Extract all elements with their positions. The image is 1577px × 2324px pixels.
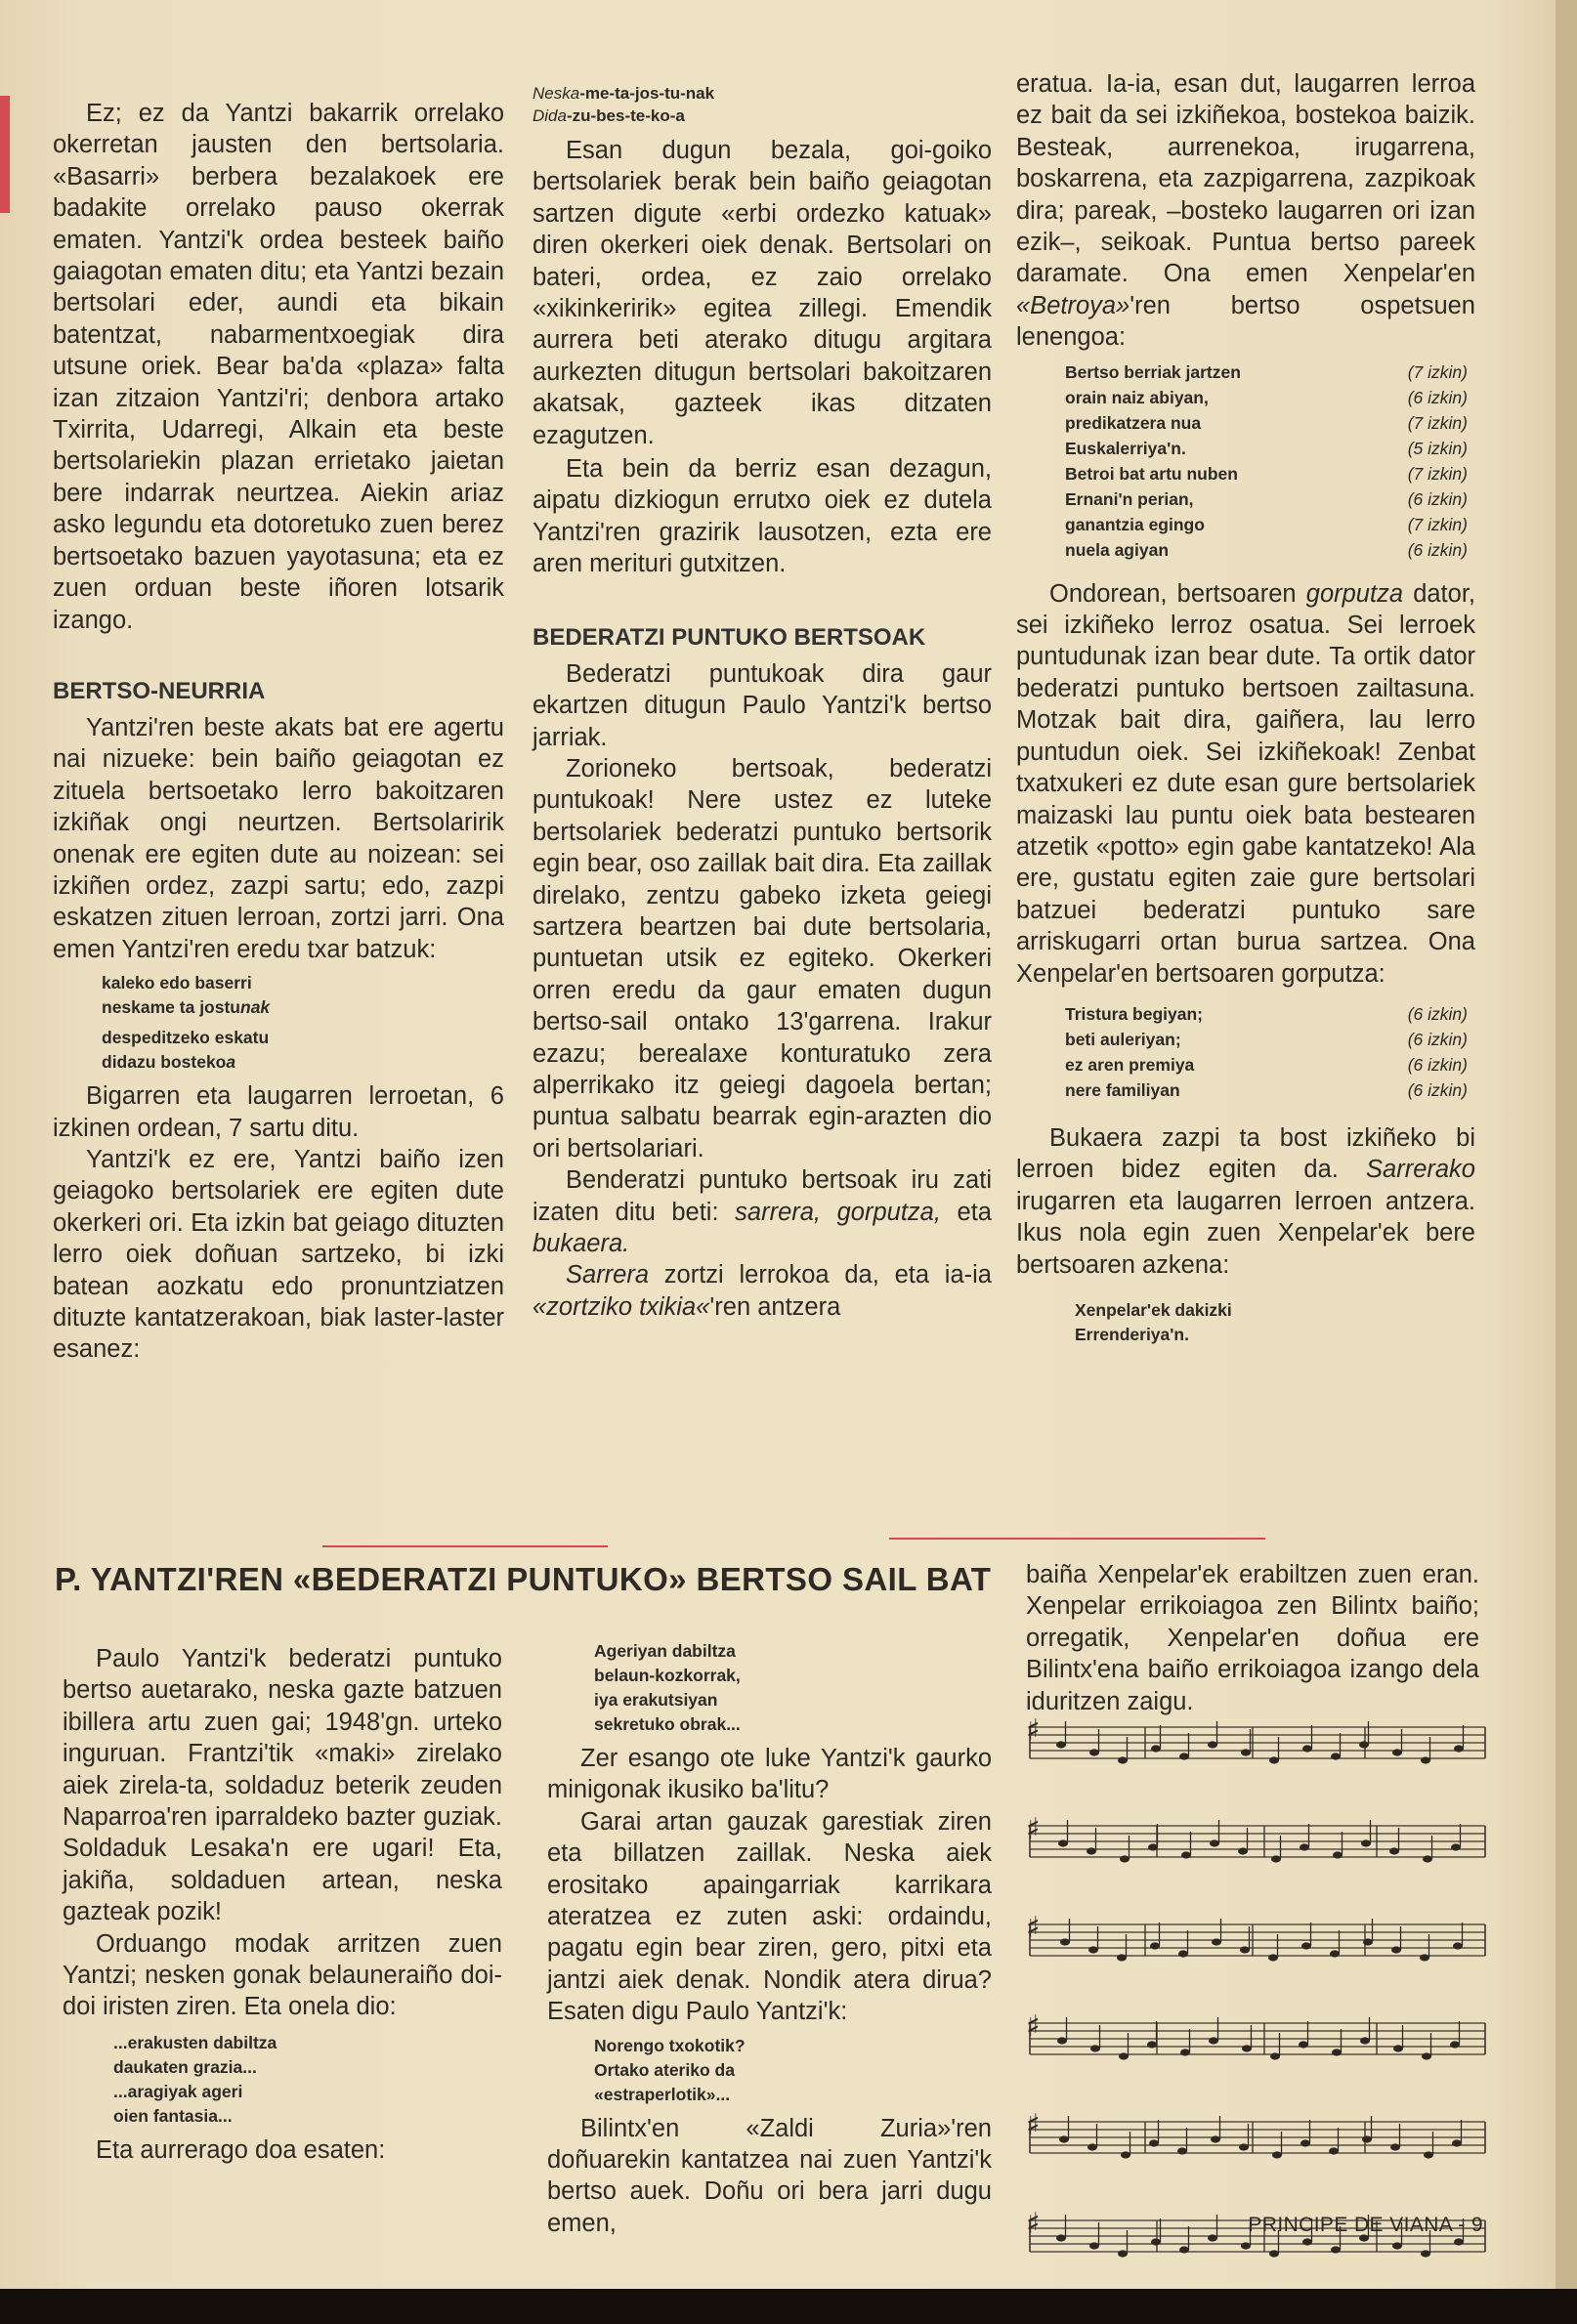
syllable-count: (6 izkin) [1407,488,1468,509]
music-note [1300,1843,1309,1850]
syllable-italic: Neska [533,84,580,103]
syllable-italic: Dida [533,106,567,125]
sharp-icon: ♯ [1026,1713,1041,1748]
syllable-count: (6 izkin) [1407,1054,1468,1075]
lower1-verse [113,2031,502,2129]
syllable-count: (6 izkin) [1407,1003,1468,1024]
staff-lines [1028,2116,1487,2161]
syllable-text: -zu-bes-te-ko-a [566,106,685,125]
sharp-icon: ♯ [1026,2108,1041,2142]
music-note [1361,1839,1371,1846]
lower3-paragraph-1: baiña Xenpelar'ek erabiltzen zuen eran. Xenpelar errikoiagoa zen Bilintx baiño; orregatik, Xenpelar'en doñua ere Bilintx'ena baiño errikoiagoa izango dela iduritzen zaigu. [1026,1561,1479,1715]
music-note [1301,1942,1311,1949]
verse-line: Ernani'n perian, [1065,488,1194,509]
music-note [1148,1843,1158,1850]
syllable-count: (6 izkin) [1407,539,1468,560]
lower2-paragraph-1: Zer esango ote luke Yantzi'k gaurko minigonak ikusiko ba'litu? [547,1745,992,1804]
text: zortzi lerrokoa da, eta ia-ia [649,1261,992,1289]
verse-line: Ageriyan dabiltza [594,1641,736,1661]
music-note [1269,2250,1279,2257]
syllable-count: (7 izkin) [1407,463,1468,484]
staff-lines [1028,2017,1487,2062]
music-note [1118,1756,1128,1763]
text: 'ren bertso ospetsuen lenengoa: [1016,291,1475,352]
verse-line: «estraperlotik»... [594,2084,731,2104]
music-note [1059,2135,1069,2142]
col2-paragraph-6 [533,1259,992,1323]
col1-paragraph-1: Ez; ez da Yantzi bakarrik orrelako okerretan jausten den bertsolaria. «Basarri» berbera bezalakoek ere badakite orrelako pauso okerrak ematen. Yantzi'k ordea besteek baiño gaiagotan ematen ditu; eta Yantzi bezain bertsolari eder, aundi eta bikain batentzat, nabarmentxoegiak dira utsune oriek. Bear ba'da «plaza» falta izan zitzaion Yantzi'ri; denbora artako Txirrita, Udarregi, Alkain eta beste bertsolariekin plazan errietako jaietan bere indarrak neurtzea. Aiekin ariaz asko legundu eta dotoretuko zuen berez bertsoetako bazuen yayotasuna; eta ez zuen orduan beste iñoren lotsarik izango. [53,100,504,634]
music-note [1119,2052,1129,2059]
lower2-paragraph-2: Garai artan gauzak garestiak ziren eta billatzen zaillak. Neska aiek erositako apaingarriak karrikara ateratzea ez zuten aski: ordaindu, pagatu egin bear ziren, gero, pitxi eta jantzi aiek denak. Nondik atera dirua? Esaten digu Paulo Yantzi'k: [547,1807,992,2026]
syllable-example [533,82,992,127]
text: dator, sei izkiñeko lerroz osatua. Sei lerroek puntudunak izan bear dute. Ta ortik dator bederatzi puntuko bertsoen zailtasuna. Motzak bait dira, gaiñera, lau lerro puntudun oiek. Sei izkiñekoak! Zenbat txatxukeri ez dute esan gure bertsolariek maizaski lau puntu oiek bata bestearen atzetik «potto» egin gabe kantatzeko! Ala ere, gustatu egiten zaie gure bertsolari batzuei bederatzi puntuko sare arriskugarri ortan burua sartzea. Ona Xenpelar'en bertsoaren gorputza: [1016,579,1475,988]
verse-italic: nak [240,997,271,1018]
text-italic: gorputza [1305,579,1404,608]
verse-line [102,995,504,1020]
red-rule-right [889,1538,1265,1540]
text: eta [940,1198,992,1226]
syllable-count: (5 izkin) [1407,438,1468,458]
verse-line: ez aren premiya [1065,1054,1195,1075]
page-edge-band [1556,0,1577,2324]
music-note [1239,2143,1249,2150]
music-note [1421,2250,1430,2257]
verse-line: orain naiz abiyan, [1065,387,1209,407]
music-note [1390,2143,1400,2150]
music-staff [1026,1713,1487,1766]
lower2-verse-2 [594,2034,992,2107]
music-note [1151,1745,1161,1752]
music-note [1056,2234,1066,2241]
text: irugarren eta laugarren lerroen antzera. Ikus nola egin zuen Xenpelar'ek bere bertsoaren azkena: [1016,1187,1475,1279]
text-italic: «zortziko txikia« [533,1292,710,1321]
music-staff [1026,1812,1487,1865]
col2-paragraph-3: Bederatzi puntukoak dira gaur ekartzen ditugun Paulo Yantzi'k bertso jarriak. [533,659,992,751]
music-note [1453,1942,1463,1949]
music-note [1147,2041,1157,2048]
lower2-paragraph-3: Bilintx'en «Zaldi Zuria»'ren doñuarekin kantatzea nai zuen Yantzi'k bertso auek. Doñu ori bera jarri dugu emen, [547,2114,992,2237]
verse-text: didazu bosteko [102,1052,227,1073]
music-note [1421,1756,1430,1763]
verse-line: ...aragiyak ageri [113,2081,243,2101]
verse-text: neskame ta jostu [102,997,240,1018]
syllable-count: (7 izkin) [1407,361,1468,382]
verse-line: kaleko edo baserri [102,973,252,993]
col1-paragraph-3: Bigarren eta laugarren lerroetan, 6 izkinen ordean, 7 sartu ditu. [53,1082,504,1142]
music-note [1422,2052,1431,2059]
verse-line [102,1050,504,1075]
music-note [1392,2242,1402,2249]
col1-paragraph-2: Yantzi'ren beste akats bat ere agertu nai nizueke: bein baiño geiagotan ez zituela bertsoetako lerro bakoitzaren izkiñak ongi neurtzen. Bertsolaririk onenak ere egiten dute au noizean: sei izkiñen ordez, zazpi sartu; edo, zazpi eskatzen zituen lerroan, zortzi jarri. Ona emen Yantzi'ren eredu txar batzuk: [53,713,504,963]
col3-paragraph-2 [1016,578,1475,990]
music-note [1117,1954,1127,1961]
music-note [1089,1749,1099,1755]
lower1-paragraph-1: Paulo Yantzi'k bederatzi puntuko bertso auetarako, neska gazte batzuen ibillera artu zuen gai; 1948'gn. urteko inguruan. Frantzi'tik «maki» zirelako aiek zirela-ta, soldaduz beterik zeuden Naparroa'ren iparraldeko bazter guziak. Soldaduk Lesaka'n ere ugari! Eta, jakiña, soldaduen artean, neska gazteak pozik! [63,1645,502,1926]
music-note [1392,1749,1402,1755]
music-note [1089,2242,1099,2249]
verse-line: beti auleriyan; [1065,1029,1181,1049]
verse-line: Ortako ateriko da [594,2059,735,2080]
music-note [1450,2041,1460,2048]
music-note [1241,2242,1251,2249]
text: Benderatzi puntuko bertsoak iru zati izaten ditu beti: [533,1166,992,1226]
music-note [1208,1741,1217,1748]
text-italic: «Betroya» [1016,291,1130,319]
music-note [1211,2135,1220,2142]
col3-paragraph-3 [1016,1122,1475,1281]
syllable-line [533,105,992,127]
music-note [1149,2139,1159,2146]
music-note [1212,1938,1221,1945]
music-note [1302,2238,1312,2245]
music-note [1269,1756,1279,1763]
col1-paragraph-4: Yantzi'k ez ere, Yantzi baiño izen geiagoko bertsolariek ere egiten dute okerkeri ori. Eta izkin bat geiago dituzten lerro oiek doñuan sartzeko, bi izki batean aozkatu edo pronuntziatzen dituzte kantatzerakoan, biak laster-laster esanez: [53,1145,504,1364]
music-note [1300,2139,1310,2146]
text-italic: Sarrerako [1366,1156,1475,1184]
verse-line: Tristura begiyan; [1065,1003,1204,1024]
staff-lines [1028,1919,1487,1964]
music-note [1299,2041,1308,2048]
music-note [1241,1749,1251,1755]
music-staff [1026,2009,1487,2062]
music-note [1363,1938,1373,1945]
syllable-text: -me-ta-jos-tu-nak [579,84,715,103]
music-note [1087,2143,1097,2150]
sharp-icon: ♯ [1026,2009,1041,2044]
music-note [1420,1954,1429,1961]
col2-paragraph-2: Eta bein da berriz esan dezagun, aipatu dizkiogun errutxo oiek ez dutela Yantzi'ren grazirik lausotzen, ezta ere aren merituri gutxitzen. [533,455,992,578]
music-note [1423,1855,1432,1862]
verse-line: sekretuko obrak... [594,1714,741,1734]
music-note [1178,1950,1188,1957]
music-note [1333,1851,1343,1858]
syllable-count: (7 izkin) [1407,412,1468,433]
music-note [1272,2151,1282,2158]
lower-column-1 [63,1643,502,2166]
music-note [1424,2151,1433,2158]
verse-line: Norengo txokotik? [594,2035,746,2055]
music-staff [1026,1911,1487,1964]
music-note [1121,2151,1130,2158]
music-note [1331,2246,1341,2253]
music-note [1058,1839,1068,1846]
music-note [1177,2147,1187,2154]
verse-line: Bertso berriak jartzen [1065,361,1241,382]
music-note [1302,1745,1312,1752]
xenpelar-verse-bukaera [1075,1298,1475,1347]
verse-line: belaun-kozkorrak, [594,1666,741,1685]
text: Ondorean, bertsoaren [1049,579,1306,608]
text-italic: Sarrera [566,1261,650,1289]
verse-line: oien fantasia... [113,2105,233,2126]
col2-paragraph-1: Esan dugun bezala, goi-goiko bertsolariek berak bein baiño geiagotan sartzen digute «erbi ordezko katuak» diren okerkeri oiek denak. Bertsolari on bateri, ordea, ez zaio orrelako «xikinkeririk» egitea zillegi. Emendik aurrera beti aterako ditugu argitara aurkezten ditugun bertsolari bakoitzaren akatsak, gazteek ikas ditzaten ezagutzen. [533,137,992,449]
col3-paragraph-1 [1016,68,1475,354]
music-note [1331,1753,1341,1759]
margin-red-mark [0,96,10,213]
xenpelar-verse-sarrera [1065,359,1475,563]
music-note [1150,1942,1160,1949]
music-note [1057,2037,1067,2044]
verse-line: iya erakutsiyan [594,1690,718,1710]
verse-italic: a [226,1052,236,1073]
verse-line: daukaten grazia... [113,2056,257,2077]
text: Bukaera zazpi ta bost izkiñeko bi lerroen bidez egiten da. [1016,1123,1475,1184]
text: 'ren antzera [709,1292,841,1321]
music-note [1181,1851,1191,1858]
music-note [1391,1946,1401,1953]
music-note [1238,1847,1248,1854]
music-note [1060,1938,1070,1945]
column-1 [53,98,504,1366]
staff-lines [1028,1820,1487,1865]
verse-line: despeditzeko eskatu [102,1028,270,1048]
lower-column-3 [1026,1559,1479,1717]
verse-line: nuela agiyan [1065,539,1170,560]
column-2 [533,82,992,1323]
verse-line: nere familiyan [1065,1079,1180,1100]
music-note [1268,1954,1278,1961]
music-note [1210,1839,1219,1846]
verse-line: predikatzera nua [1065,412,1202,433]
sharp-icon: ♯ [1026,2207,1041,2241]
col2-paragraph-4: Zorioneko bertsoak, bederatzi puntukoak! Nere ustez ez luteke bertsolariek bederatzi puntuko bertsorik egin bear, oso zaillak bait dira. Eta zaillak direlako, zentzu gabeko izketa geiegi sartzera beartzen bai dute bertsolaria, puntuetan utsik ez egiteko. Okerkeri orren eredu da gaur ematen dugun bertso-sail ontako 13'garrena. Irakur ezazu; berealaxe konturatuko zera alperrikako itz geiegi dagoela bertan; puntua salbatu bearrak egin-arazten dio ori bertsolariari. [533,754,992,1162]
music-note [1208,2234,1217,2241]
verse-line: Xenpelar'ek dakizki [1075,1299,1232,1320]
verse-line: ganantzia egingo [1065,514,1205,534]
syllable-count: (6 izkin) [1407,387,1468,407]
music-note [1180,2049,1190,2055]
xenpelar-verse-gorputza [1065,1001,1475,1103]
syllable-line [533,82,992,105]
staff-lines [1028,1721,1487,1766]
page-footer: PRINCIPE DE VIANA - 9 [1248,2214,1483,2236]
lower1-paragraph-2: Orduango modak arritzen zuen Yantzi; nesken gonak belauneraiño doi-doi iristen ziren. Eta onela dio: [63,1929,502,2021]
syllable-count: (6 izkin) [1407,1079,1468,1100]
music-note [1332,2049,1342,2055]
music-note [1240,1946,1250,1953]
lower-column-2 [547,1639,992,2239]
music-note [1087,1847,1096,1854]
col1-verse-example [102,971,504,1075]
text-italic: sarrera, gorputza, [735,1198,941,1226]
music-note [1359,1741,1369,1748]
music-note [1151,2238,1161,2245]
music-note [1056,1741,1066,1748]
section-banner-title: P. YANTZI'REN «BEDERATZI PUNTUKO» BERTSO SAIL BAT [55,1561,992,1597]
sharp-icon: ♯ [1026,1911,1041,1945]
music-note [1088,1946,1098,1953]
music-note [1118,2250,1128,2257]
music-note [1454,1745,1464,1752]
col2-paragraph-5 [533,1164,992,1259]
music-note [1452,2139,1462,2146]
music-note [1209,2037,1218,2044]
music-note [1242,2045,1252,2051]
music-note [1454,2238,1464,2245]
text-italic: bukaera. [533,1230,630,1257]
music-note [1179,1753,1189,1759]
sharp-icon: ♯ [1026,1812,1041,1846]
music-note [1389,1847,1399,1854]
verse-line: ...erakusten dabiltza [113,2032,277,2052]
heading-bertso-neurria: BERTSO-NEURRIA [53,677,266,704]
verse-line: Errenderiya'n. [1075,1324,1189,1344]
column-3 [1016,68,1475,1353]
verse-line: Euskalerriya'n. [1065,438,1186,458]
music-staff [1026,2108,1487,2161]
music-note [1451,1843,1461,1850]
music-note [1330,1950,1340,1957]
lower1-paragraph-3: Eta aurrerago doa esaten: [96,2135,386,2164]
music-note [1360,2037,1370,2044]
syllable-count: (7 izkin) [1407,514,1468,534]
music-note [1393,2045,1403,2051]
lower2-verse-1 [594,1639,992,1737]
music-note [1271,1855,1281,1862]
music-note [1270,2052,1280,2059]
syllable-count: (6 izkin) [1407,1029,1468,1049]
text: eratua. Ia-ia, esan dut, laugarren lerroa ez bait da sei izkiñekoa, bostekoa baizik. Besteak, aurrenekoa, irugarrena, boskarrena, eta zazpigarrena, zazpikoak dira; pareak, –bosteko laugarren ori izan ezik–, seikoak. Puntua bertso pareek daramate. Ona emen Xenpelar'en [1016,70,1475,288]
music-note [1179,2246,1189,2253]
music-note [1329,2147,1339,2154]
music-note [1090,2045,1100,2051]
red-rule-left [322,1545,608,1547]
verse-line: Betroi bat artu nuben [1065,463,1238,484]
scan-bottom-band [0,2289,1577,2324]
heading-bederatzi-puntuko: BEDERATZI PUNTUKO BERTSOAK [533,623,926,651]
music-note [1120,1855,1129,1862]
music-note [1362,2135,1372,2142]
